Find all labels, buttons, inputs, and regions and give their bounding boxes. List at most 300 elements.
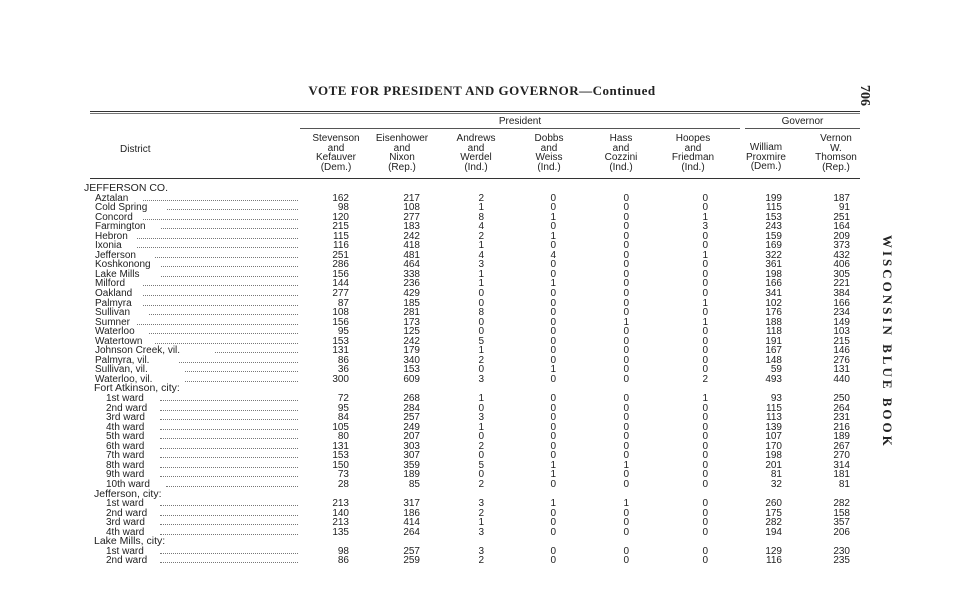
district-name: Oakland bbox=[95, 288, 133, 300]
vote-cell: 0 bbox=[478, 297, 484, 309]
district-name: 10th ward bbox=[106, 478, 150, 490]
vote-cell: 0 bbox=[623, 326, 629, 338]
vote-cell: 0 bbox=[623, 307, 629, 319]
page-title: VOTE FOR PRESIDENT AND GOVERNOR—Continued bbox=[308, 83, 656, 98]
vote-cell: 0 bbox=[550, 326, 556, 338]
dot-leader bbox=[215, 352, 298, 353]
district-column-header: District bbox=[120, 144, 151, 155]
district-name: Waterloo bbox=[95, 326, 135, 338]
vote-cell: 0 bbox=[702, 440, 708, 452]
column-header-5 bbox=[581, 134, 661, 172]
district-name: Sumner bbox=[95, 316, 131, 328]
district-name: 8th ward bbox=[106, 459, 145, 471]
vote-cell: 0 bbox=[550, 545, 556, 557]
vote-cell: 236 bbox=[403, 278, 420, 290]
column-header-line: (Ind.) bbox=[464, 161, 488, 173]
vote-cell: 120 bbox=[332, 211, 349, 223]
vote-cell: 276 bbox=[833, 354, 850, 366]
vote-cell: 1 bbox=[623, 459, 629, 471]
vote-cell: 277 bbox=[403, 211, 420, 223]
district-name: Ixonia bbox=[95, 240, 122, 252]
vote-cell: 221 bbox=[833, 278, 850, 290]
district-name: 2nd ward bbox=[106, 555, 148, 567]
column-header-line: and bbox=[393, 142, 411, 154]
vote-cell: 609 bbox=[403, 373, 420, 385]
vote-cell: 1 bbox=[478, 421, 484, 433]
vote-cell: 175 bbox=[765, 507, 782, 519]
vote-cell: 206 bbox=[833, 526, 850, 538]
vote-cell: 173 bbox=[403, 316, 420, 328]
column-header-line: W. bbox=[830, 142, 842, 154]
vote-cell: 0 bbox=[623, 450, 629, 462]
vote-cell: 2 bbox=[478, 440, 484, 452]
vote-cell: 0 bbox=[702, 288, 708, 300]
vote-cell: 0 bbox=[702, 421, 708, 433]
vote-cell: 149 bbox=[833, 316, 850, 328]
president-group-rule bbox=[300, 128, 740, 129]
vote-cell: 84 bbox=[337, 412, 349, 424]
district-name: 7th ward bbox=[106, 450, 145, 462]
district-name: 2nd ward bbox=[106, 507, 148, 519]
vote-cell: 0 bbox=[623, 297, 629, 309]
vote-cell: 166 bbox=[833, 297, 850, 309]
vote-cell: 1 bbox=[702, 393, 708, 405]
vote-cell: 307 bbox=[403, 450, 420, 462]
district-name: Sullivan, vil. bbox=[95, 364, 148, 376]
vote-cell: 0 bbox=[478, 326, 484, 338]
vote-cell: 1 bbox=[702, 316, 708, 328]
vote-cell: 0 bbox=[702, 268, 708, 280]
vote-cell: 0 bbox=[623, 469, 629, 481]
vote-cell: 198 bbox=[765, 450, 782, 462]
column-header-line: Eisenhower bbox=[375, 133, 429, 144]
vote-cell: 2 bbox=[478, 507, 484, 519]
vote-cell: 242 bbox=[403, 335, 420, 347]
vote-cell: 0 bbox=[550, 421, 556, 433]
vote-cell: 81 bbox=[770, 469, 782, 481]
vote-cell: 242 bbox=[403, 230, 420, 242]
vote-cell: 406 bbox=[833, 259, 850, 271]
vote-cell: 373 bbox=[833, 240, 850, 252]
district-name: Jefferson, city: bbox=[94, 487, 162, 500]
vote-cell: 189 bbox=[833, 431, 850, 443]
running-side-title: WISCONSIN BLUE BOOK bbox=[880, 235, 895, 449]
vote-cell: 0 bbox=[550, 316, 556, 328]
vote-cell: 361 bbox=[765, 259, 782, 271]
vote-cell: 2 bbox=[478, 354, 484, 366]
vote-cell: 286 bbox=[332, 259, 349, 271]
vote-cell: 131 bbox=[332, 440, 349, 452]
vote-cell: 0 bbox=[550, 202, 556, 214]
vote-cell: 0 bbox=[702, 507, 708, 519]
column-header-line: (Rep.) bbox=[822, 161, 850, 173]
vote-cell: 187 bbox=[833, 192, 850, 204]
vote-cell: 3 bbox=[702, 221, 708, 233]
district-name: 3rd ward bbox=[106, 412, 145, 424]
vote-cell: 216 bbox=[833, 421, 850, 433]
vote-cell: 1 bbox=[550, 459, 556, 471]
vote-cell: 230 bbox=[833, 545, 850, 557]
vote-cell: 72 bbox=[337, 393, 349, 405]
column-header-line: (Dem.) bbox=[750, 161, 782, 172]
vote-cell: 0 bbox=[623, 421, 629, 433]
vote-cell: 108 bbox=[332, 307, 349, 319]
vote-cell: 305 bbox=[833, 268, 850, 280]
vote-cell: 115 bbox=[766, 202, 782, 214]
vote-cell: 1 bbox=[623, 316, 629, 328]
vote-cell: 3 bbox=[478, 373, 484, 385]
vote-cell: 0 bbox=[623, 202, 629, 214]
vote-cell: 93 bbox=[770, 393, 782, 405]
vote-cell: 440 bbox=[833, 373, 850, 385]
vote-cell: 158 bbox=[833, 507, 850, 519]
dot-leader bbox=[185, 381, 298, 382]
vote-cell: 115 bbox=[766, 402, 782, 414]
vote-cell: 314 bbox=[833, 459, 850, 471]
column-header-line: and bbox=[467, 142, 485, 154]
district-name: 6th ward bbox=[106, 440, 145, 452]
vote-cell: 5 bbox=[478, 335, 484, 347]
vote-cell: 0 bbox=[550, 393, 556, 405]
vote-cell: 156 bbox=[332, 316, 349, 328]
vote-cell: 0 bbox=[702, 307, 708, 319]
vote-cell: 0 bbox=[702, 202, 708, 214]
vote-cell: 1 bbox=[478, 345, 484, 357]
vote-cell: 2 bbox=[478, 555, 484, 567]
vote-cell: 87 bbox=[337, 297, 349, 309]
district-name: Cold Spring bbox=[95, 202, 148, 214]
vote-cell: 105 bbox=[332, 421, 349, 433]
district-name: Milford bbox=[95, 278, 126, 290]
vote-cell: 8 bbox=[478, 307, 484, 319]
president-group-header: President bbox=[498, 116, 542, 127]
vote-cell: 0 bbox=[550, 307, 556, 319]
vote-cell: 317 bbox=[403, 498, 420, 510]
vote-cell: 153 bbox=[403, 364, 420, 376]
vote-cell: 0 bbox=[623, 259, 629, 271]
vote-cell: 235 bbox=[833, 555, 850, 567]
vote-cell: 0 bbox=[623, 526, 629, 538]
dot-leader bbox=[160, 467, 298, 468]
column-header-line: Weiss bbox=[535, 152, 563, 163]
vote-cell: 0 bbox=[702, 354, 708, 366]
vote-cell: 0 bbox=[550, 507, 556, 519]
vote-cell: 282 bbox=[833, 498, 850, 510]
vote-cell: 0 bbox=[702, 335, 708, 347]
vote-cell: 2 bbox=[478, 192, 484, 204]
column-header-4 bbox=[509, 134, 589, 172]
vote-cell: 429 bbox=[403, 288, 420, 300]
district-name: Sullivan bbox=[95, 307, 131, 319]
dot-leader bbox=[160, 505, 298, 506]
vote-cell: 0 bbox=[550, 268, 556, 280]
dot-leader bbox=[155, 257, 298, 258]
dot-leader bbox=[143, 219, 298, 220]
district-name: Palmyra bbox=[95, 297, 132, 309]
vote-cell: 153 bbox=[765, 211, 782, 223]
dot-leader bbox=[167, 209, 298, 210]
dot-leader bbox=[137, 238, 298, 239]
vote-cell: 139 bbox=[765, 421, 782, 433]
vote-cell: 4 bbox=[550, 249, 556, 261]
vote-cell: 0 bbox=[623, 364, 629, 376]
vote-cell: 359 bbox=[403, 459, 420, 471]
dot-leader bbox=[160, 448, 298, 449]
vote-cell: 207 bbox=[403, 431, 420, 443]
dot-leader bbox=[160, 534, 298, 535]
vote-cell: 1 bbox=[478, 393, 484, 405]
vote-cell: 1 bbox=[550, 469, 556, 481]
dot-leader bbox=[137, 247, 298, 248]
column-header-line: William bbox=[749, 142, 783, 153]
vote-cell: 3 bbox=[478, 545, 484, 557]
vote-cell: 1 bbox=[550, 364, 556, 376]
vote-cell: 0 bbox=[702, 402, 708, 414]
district-name: 3rd ward bbox=[106, 517, 145, 529]
dot-leader bbox=[160, 457, 298, 458]
vote-cell: 0 bbox=[702, 240, 708, 252]
vote-cell: 264 bbox=[833, 402, 850, 414]
column-header-line: and bbox=[327, 142, 345, 154]
vote-cell: 1 bbox=[550, 230, 556, 242]
vote-cell: 188 bbox=[765, 316, 782, 328]
vote-cell: 8 bbox=[478, 211, 484, 223]
vote-cell: 156 bbox=[332, 268, 349, 280]
vote-cell: 0 bbox=[623, 431, 629, 443]
vote-cell: 303 bbox=[403, 440, 420, 452]
vote-cell: 249 bbox=[403, 421, 420, 433]
district-name: Watertown bbox=[95, 335, 143, 347]
district-name: Palmyra, vil. bbox=[95, 354, 150, 366]
column-header-2 bbox=[362, 134, 442, 172]
vote-cell: 153 bbox=[332, 450, 349, 462]
district-name: 2nd ward bbox=[106, 402, 148, 414]
vote-cell: 0 bbox=[550, 526, 556, 538]
vote-cell: 0 bbox=[550, 259, 556, 271]
dot-leader bbox=[166, 486, 298, 487]
vote-cell: 176 bbox=[765, 307, 782, 319]
vote-cell: 267 bbox=[833, 440, 850, 452]
vote-cell: 0 bbox=[623, 545, 629, 557]
district-name: Lake Mills, city: bbox=[94, 535, 166, 548]
vote-cell: 213 bbox=[332, 517, 349, 529]
vote-cell: 199 bbox=[765, 192, 782, 204]
vote-cell: 0 bbox=[702, 459, 708, 471]
vote-cell: 0 bbox=[478, 316, 484, 328]
vote-cell: 0 bbox=[550, 555, 556, 567]
vote-cell: 209 bbox=[833, 230, 850, 242]
vote-cell: 0 bbox=[478, 288, 484, 300]
vote-cell: 0 bbox=[550, 373, 556, 385]
vote-cell: 464 bbox=[403, 259, 420, 271]
dot-leader bbox=[179, 362, 298, 363]
vote-cell: 0 bbox=[550, 288, 556, 300]
vote-cell: 0 bbox=[478, 450, 484, 462]
district-name: 5th ward bbox=[106, 431, 145, 443]
vote-cell: 215 bbox=[332, 221, 349, 233]
governor-group-header: Governor bbox=[781, 116, 824, 127]
vote-cell: 0 bbox=[702, 469, 708, 481]
vote-cell: 0 bbox=[702, 555, 708, 567]
dot-leader bbox=[160, 476, 298, 477]
vote-cell: 322 bbox=[765, 249, 782, 261]
vote-cell: 144 bbox=[332, 278, 349, 290]
vote-cell: 0 bbox=[623, 402, 629, 414]
vote-cell: 0 bbox=[623, 373, 629, 385]
vote-cell: 0 bbox=[623, 517, 629, 529]
column-header-line: (Dem.) bbox=[320, 161, 352, 173]
column-header-line: Vernon bbox=[820, 133, 852, 144]
column-header-line: (Rep.) bbox=[388, 161, 416, 173]
vote-cell: 167 bbox=[765, 345, 782, 357]
vote-cell: 95 bbox=[337, 402, 349, 414]
vote-cell: 0 bbox=[550, 402, 556, 414]
column-header-3 bbox=[436, 134, 516, 172]
district-name: Koshkonong bbox=[95, 259, 151, 271]
vote-cell: 95 bbox=[337, 326, 349, 338]
vote-cell: 277 bbox=[332, 288, 349, 300]
vote-cell: 0 bbox=[623, 507, 629, 519]
vote-cell: 32 bbox=[770, 478, 782, 490]
vote-cell: 0 bbox=[478, 364, 484, 376]
vote-cell: 148 bbox=[765, 354, 782, 366]
vote-cell: 194 bbox=[765, 526, 782, 538]
vote-cell: 281 bbox=[403, 307, 420, 319]
vote-cell: 0 bbox=[550, 354, 556, 366]
column-header-8 bbox=[796, 134, 876, 172]
district-name: Fort Atkinson, city: bbox=[94, 382, 180, 395]
column-header-line: (Ind.) bbox=[609, 161, 633, 173]
column-header-line: Stevenson bbox=[312, 133, 360, 144]
vote-cell: 0 bbox=[702, 517, 708, 529]
vote-cell: 257 bbox=[403, 412, 420, 424]
vote-cell: 0 bbox=[702, 326, 708, 338]
vote-cell: 0 bbox=[623, 278, 629, 290]
vote-cell: 0 bbox=[702, 526, 708, 538]
vote-cell: 98 bbox=[337, 202, 349, 214]
dot-leader bbox=[160, 553, 298, 554]
vote-cell: 234 bbox=[833, 307, 850, 319]
vote-cell: 0 bbox=[702, 498, 708, 510]
vote-cell: 0 bbox=[623, 354, 629, 366]
vote-cell: 166 bbox=[765, 278, 782, 290]
vote-cell: 251 bbox=[332, 249, 349, 261]
vote-cell: 260 bbox=[765, 498, 782, 510]
dot-leader bbox=[160, 438, 298, 439]
vote-cell: 0 bbox=[623, 478, 629, 490]
column-header-line: Thomson bbox=[815, 152, 857, 163]
vote-cell: 217 bbox=[403, 192, 420, 204]
vote-cell: 91 bbox=[838, 202, 850, 214]
vote-cell: 86 bbox=[337, 354, 349, 366]
column-header-line: Andrews bbox=[456, 133, 496, 144]
vote-cell: 284 bbox=[403, 402, 420, 414]
vote-cell: 0 bbox=[623, 192, 629, 204]
vote-cell: 153 bbox=[332, 335, 349, 347]
column-header-line: Hoopes bbox=[675, 133, 711, 144]
vote-cell: 0 bbox=[550, 431, 556, 443]
vote-cell: 338 bbox=[403, 268, 420, 280]
dot-leader bbox=[155, 343, 298, 344]
dot-leader bbox=[161, 276, 298, 277]
vote-cell: 0 bbox=[623, 555, 629, 567]
vote-cell: 259 bbox=[403, 555, 420, 567]
vote-cell: 113 bbox=[766, 412, 782, 424]
vote-cell: 146 bbox=[833, 345, 850, 357]
vote-cell: 150 bbox=[332, 459, 349, 471]
vote-cell: 169 bbox=[765, 240, 782, 252]
column-header-line: Kefauver bbox=[315, 152, 357, 163]
vote-cell: 116 bbox=[766, 555, 782, 567]
vote-cell: 0 bbox=[623, 288, 629, 300]
vote-cell: 159 bbox=[765, 230, 782, 242]
vote-cell: 201 bbox=[765, 459, 782, 471]
district-name: 9th ward bbox=[106, 469, 145, 481]
column-header-line: Hass bbox=[609, 133, 633, 144]
top-rule-thin bbox=[90, 113, 860, 114]
vote-cell: 1 bbox=[478, 240, 484, 252]
column-header-line: and bbox=[684, 142, 702, 154]
vote-cell: 164 bbox=[833, 221, 850, 233]
vote-cell: 4 bbox=[478, 249, 484, 261]
vote-cell: 357 bbox=[833, 517, 850, 529]
vote-cell: 1 bbox=[478, 278, 484, 290]
vote-cell: 2 bbox=[478, 478, 484, 490]
vote-cell: 0 bbox=[550, 450, 556, 462]
vote-cell: 59 bbox=[770, 364, 782, 376]
vote-cell: 215 bbox=[833, 335, 850, 347]
vote-cell: 0 bbox=[623, 230, 629, 242]
vote-cell: 0 bbox=[478, 431, 484, 443]
vote-cell: 118 bbox=[766, 326, 782, 338]
vote-cell: 0 bbox=[702, 230, 708, 242]
vote-cell: 131 bbox=[833, 364, 850, 376]
column-header-line: and bbox=[540, 142, 558, 154]
vote-cell: 341 bbox=[765, 288, 782, 300]
column-header-line: Werdel bbox=[460, 152, 492, 163]
vote-cell: 135 bbox=[332, 526, 349, 538]
vote-cell: 3 bbox=[478, 526, 484, 538]
vote-cell: 0 bbox=[623, 440, 629, 452]
column-header-line: Proxmire bbox=[745, 151, 786, 163]
district-name: Hebron bbox=[95, 230, 128, 242]
results-table bbox=[0, 184, 964, 566]
dot-leader bbox=[137, 324, 298, 325]
vote-cell: 0 bbox=[623, 412, 629, 424]
district-name: Lake Mills bbox=[95, 268, 140, 280]
column-header-line: Dobbs bbox=[534, 133, 564, 144]
vote-cell: 1 bbox=[702, 249, 708, 261]
dot-leader bbox=[143, 200, 298, 201]
vote-cell: 28 bbox=[337, 478, 349, 490]
vote-cell: 0 bbox=[623, 249, 629, 261]
header-bottom-rule bbox=[90, 178, 860, 179]
vote-cell: 103 bbox=[833, 326, 850, 338]
vote-cell: 264 bbox=[403, 526, 420, 538]
vote-cell: 251 bbox=[833, 211, 850, 223]
vote-cell: 125 bbox=[403, 326, 420, 338]
vote-cell: 0 bbox=[550, 440, 556, 452]
dot-leader bbox=[143, 285, 298, 286]
dot-leader bbox=[160, 524, 298, 525]
vote-cell: 340 bbox=[403, 354, 420, 366]
vote-cell: 102 bbox=[765, 297, 782, 309]
column-header-line: (Ind.) bbox=[681, 161, 705, 173]
district-name: 4th ward bbox=[106, 526, 145, 538]
vote-cell: 213 bbox=[332, 498, 349, 510]
vote-cell: 0 bbox=[478, 402, 484, 414]
vote-cell: 129 bbox=[765, 545, 782, 557]
